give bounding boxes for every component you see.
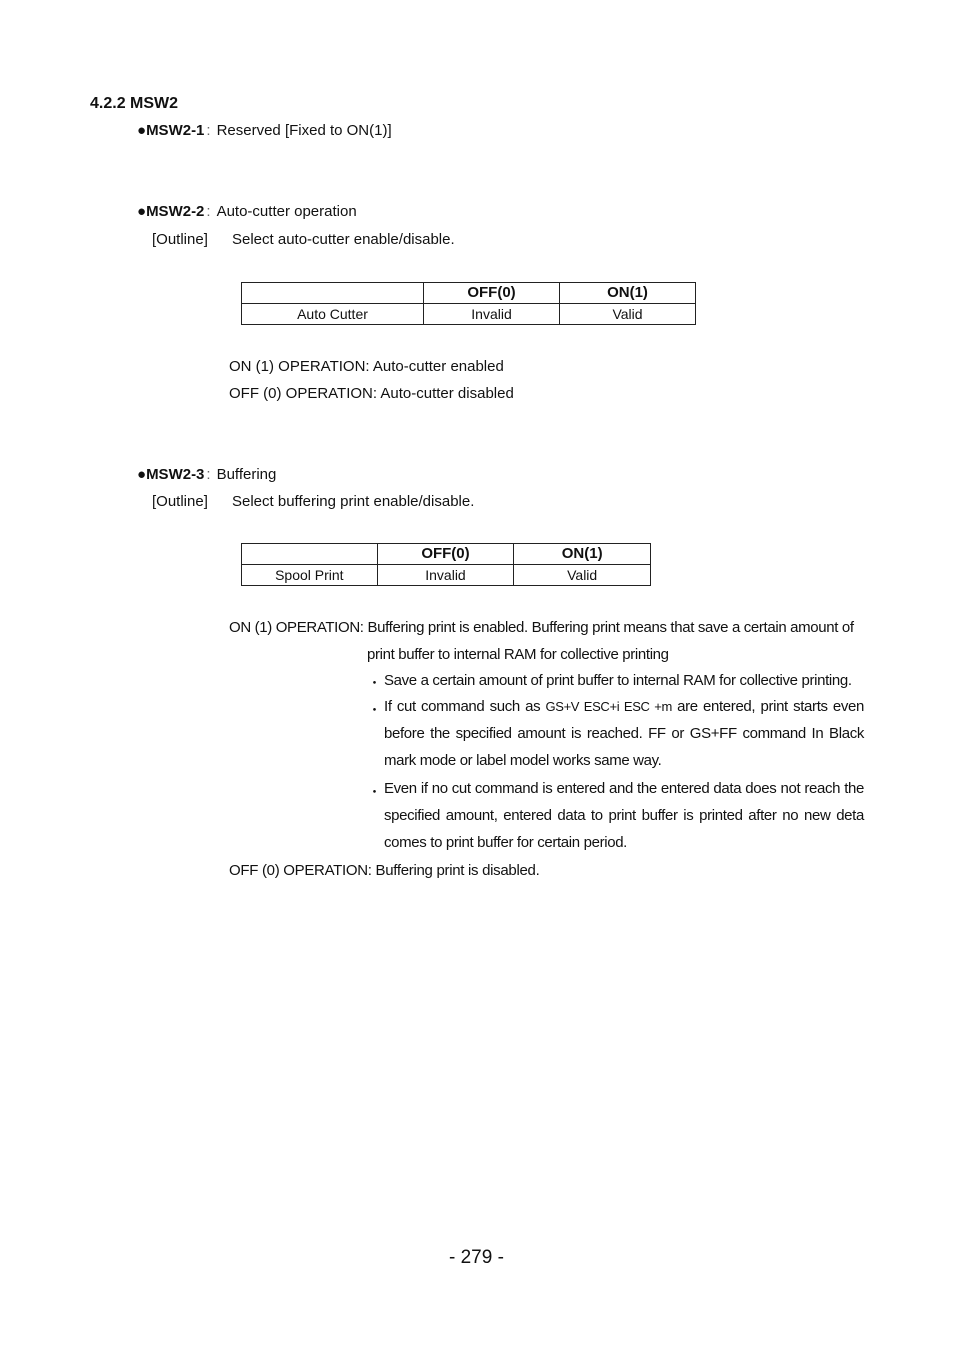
table-cell: Spool Print [242, 565, 378, 586]
msw2-2-on-operation: ON (1) OPERATION: Auto-cutter enabled [229, 358, 504, 375]
table-header-cell: ON(1) [514, 544, 651, 565]
list-item [384, 693, 864, 774]
list-item-text: If cut command such as [384, 698, 546, 715]
msw2-2-item [137, 203, 357, 220]
separator: : [206, 203, 211, 220]
table-header-cell: OFF(0) [377, 544, 514, 565]
section-title: 4.2.2 MSW2 [90, 95, 179, 112]
msw2-1-item [137, 122, 392, 139]
list-item-text: are entered, print starts even before the specified amount is reached. FF or GS+FF command In Black mark mode or label model works same way. [384, 698, 864, 769]
list-item-mark: ・ [367, 675, 383, 692]
msw2-3-label: MSW2-3 [146, 466, 205, 483]
list-item: Save a certain amount of print buffer to internal RAM for collective printing. [384, 672, 852, 689]
msw2-2-off-operation: OFF (0) OPERATION: Auto-cutter disabled [229, 385, 514, 402]
auto-cutter-table [241, 282, 696, 325]
msw2-3-item [137, 466, 276, 483]
table-cell: Auto Cutter [242, 304, 424, 325]
on-operation-line2: print buffer to internal RAM for collective printing [367, 646, 669, 663]
table-cell: Invalid [424, 304, 560, 325]
msw2-1-label: MSW2-1 [146, 122, 205, 139]
separator: : [206, 122, 211, 139]
bullet-icon: ● [137, 122, 147, 139]
msw2-3-outline-text: Select buffering print enable/disable. [232, 493, 475, 510]
msw2-3-off-operation: OFF (0) OPERATION: Buffering print is disabled. [229, 862, 540, 879]
table-row [242, 304, 696, 325]
table-header-cell: OFF(0) [424, 283, 560, 304]
on-operation-line1: Buffering print is enabled. Buffering print means that save a certain amount of [367, 619, 854, 636]
msw2-2-label: MSW2-2 [146, 203, 205, 220]
page-number: - 279 - [449, 1247, 504, 1268]
table-header-cell [242, 283, 424, 304]
separator: : [206, 466, 211, 483]
command-text: GS+V ESC+i ESC +m [545, 699, 672, 714]
msw2-2-outline-tag: [Outline] [152, 231, 208, 248]
table-header-cell [242, 544, 378, 565]
table-cell: Valid [560, 304, 696, 325]
table-cell: Invalid [377, 565, 514, 586]
on-operation-prefix: ON (1) OPERATION: [229, 619, 364, 636]
bullet-icon: ● [137, 203, 147, 220]
msw2-2-text: Auto-cutter operation [216, 203, 357, 220]
list-item: Even if no cut command is entered and the entered data does not reach the specified amount, entered data to print buffer is printed after no new deta comes to print buffer for certain period. [384, 780, 864, 851]
table-header-cell: ON(1) [560, 283, 696, 304]
table-row [242, 565, 651, 586]
table-header-row [242, 283, 696, 304]
bullet-icon: ● [137, 466, 147, 483]
table-header-row [242, 544, 651, 565]
msw2-2-outline-text: Select auto-cutter enable/disable. [232, 231, 455, 248]
msw2-3-outline-tag: [Outline] [152, 493, 208, 510]
spool-print-table [241, 543, 651, 586]
msw2-3-on-operation [229, 619, 854, 636]
list-item-mark: ・ [367, 784, 383, 801]
list-item-mark: ・ [367, 702, 383, 719]
msw2-3-text: Buffering [216, 466, 277, 483]
msw2-1-text: Reserved [Fixed to ON(1)] [216, 122, 392, 139]
table-cell: Valid [514, 565, 651, 586]
